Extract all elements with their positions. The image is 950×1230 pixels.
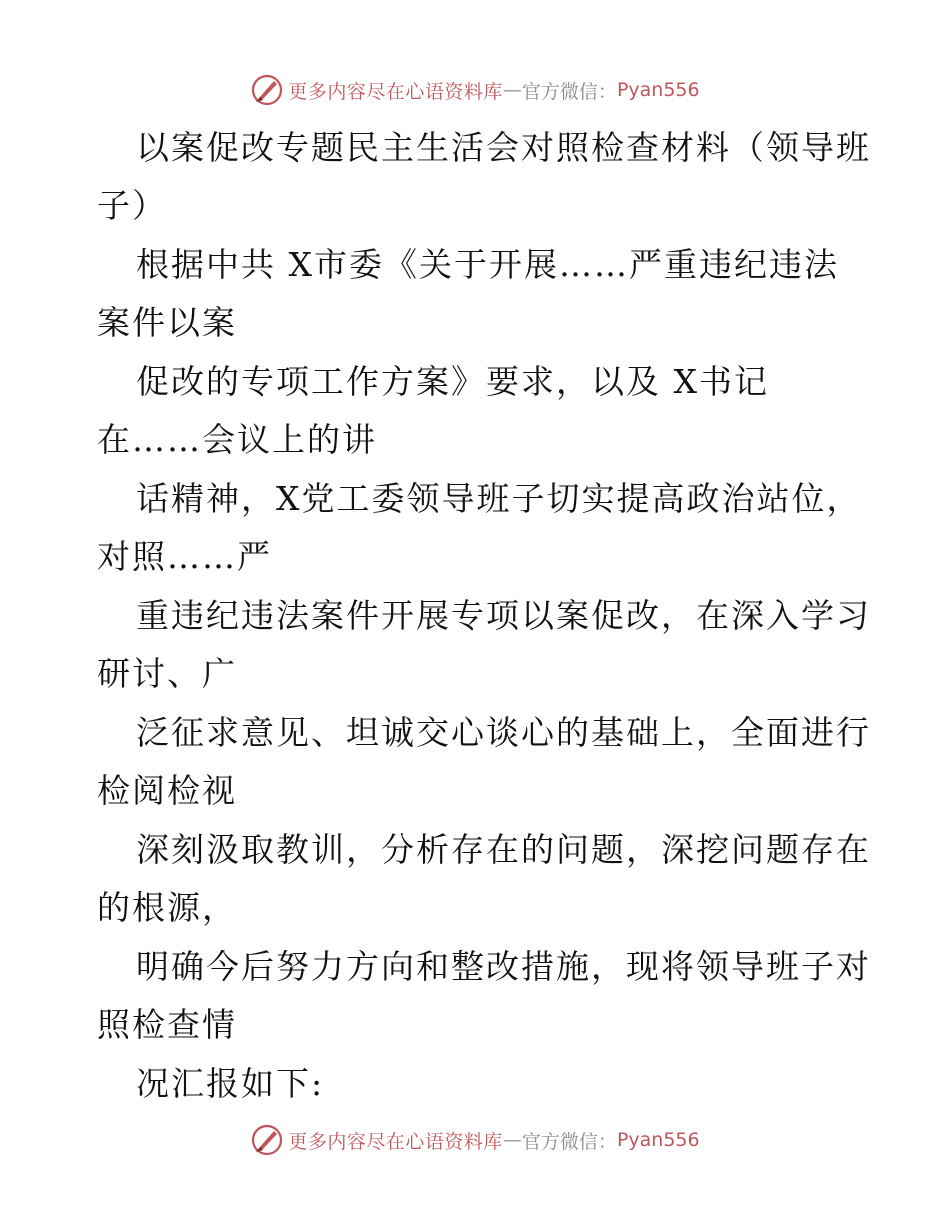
- document-title-line-continued: 子）: [97, 186, 167, 225]
- paragraph-line: 在……会议上的讲: [97, 420, 377, 459]
- paragraph-line: 的根源，: [97, 888, 237, 927]
- paragraph-line: 案件以案: [97, 303, 237, 342]
- paragraph-line: 明确今后努力方向和整改措施，现将领导班子对: [136, 947, 871, 986]
- paragraph-line: 话精神，X党工委领导班子切实提高政治站位，: [136, 479, 862, 518]
- paragraph-line: 研讨、广: [97, 654, 237, 693]
- paragraph-line: 检阅检视: [97, 771, 237, 810]
- paragraph-line: 深刻汲取教训，分析存在的问题，深挖问题存在: [136, 830, 871, 869]
- paragraph-line: 照检查情: [97, 1005, 237, 1044]
- watermark-wechat-label: 官方微信：: [521, 80, 617, 103]
- watermark-wechat-account: Pyan556: [616, 79, 700, 101]
- quill-logo-icon: [250, 73, 284, 107]
- paragraph-line: 况汇报如下:: [136, 1064, 325, 1103]
- paragraph-line: 泛征求意见、坦诚交心谈心的基础上，全面进行: [136, 713, 871, 752]
- paragraph-line: 重违纪违法案件开展专项以案促改，在深入学习: [136, 596, 871, 635]
- document-title-line: 以案促改专题民主生活会对照检查材料（领导班: [136, 128, 871, 167]
- paragraph-line: 根据中共 X市委《关于开展……严重违纪违法: [136, 245, 839, 284]
- watermark-wechat-label: 官方微信：: [521, 1130, 617, 1153]
- header-watermark: [0, 68, 950, 112]
- watermark-brand: 更多内容尽在心语资料库: [288, 1130, 503, 1153]
- watermark-separator: —: [502, 1129, 522, 1151]
- watermark-wechat-account: Pyan556: [616, 1129, 700, 1151]
- quill-logo-icon: [250, 1123, 284, 1157]
- watermark-separator: —: [502, 79, 522, 101]
- footer-watermark: [0, 1118, 950, 1162]
- paragraph-line: 促改的专项工作方案》要求，以及 X书记: [136, 362, 769, 401]
- paragraph-line: 对照……严: [97, 537, 272, 576]
- watermark-brand: 更多内容尽在心语资料库: [288, 80, 503, 103]
